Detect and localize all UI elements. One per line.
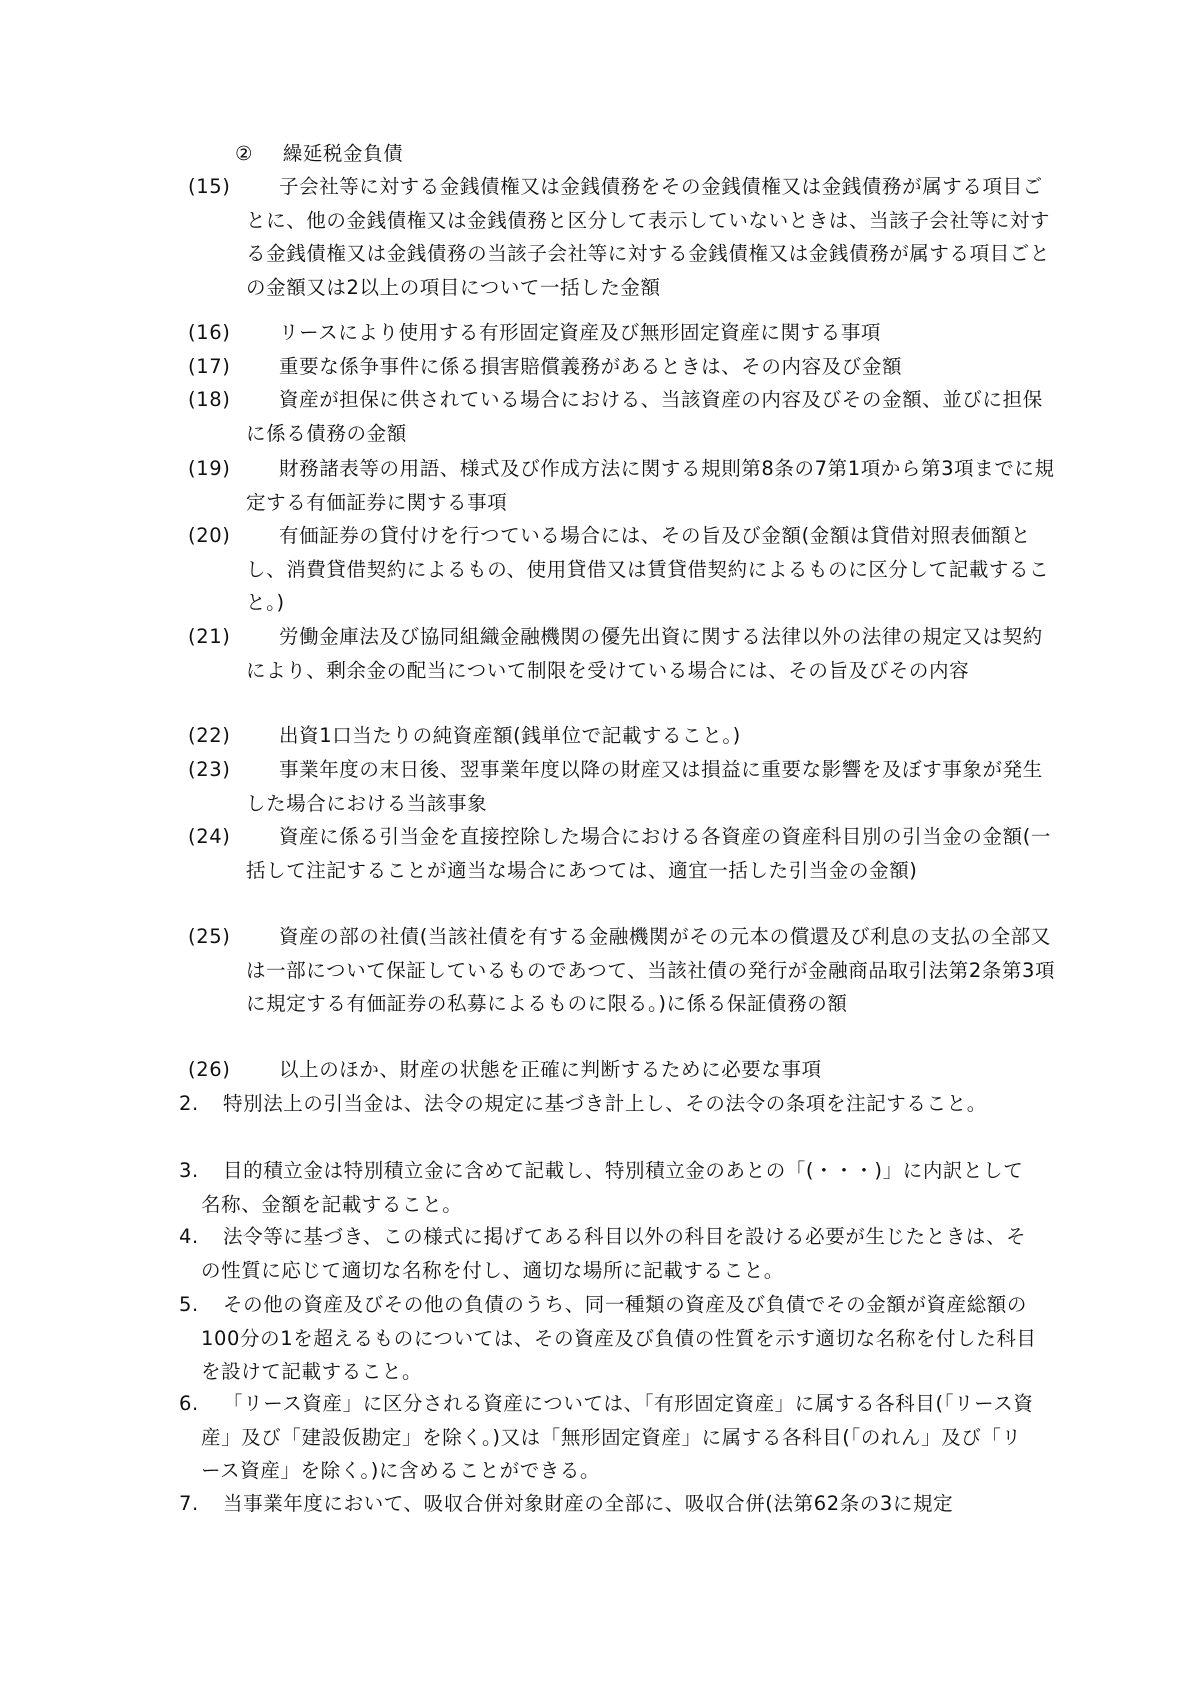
note-7 <box>179 1487 1037 1521</box>
item-text: 事業年度の末日後、翌事業年度以降の財産又は損益に重要な影響を及ぼす事象が発生した場合における当該事象 <box>246 758 1043 815</box>
item-text: 目的積立金は特別積立金に含めて記載し、特別積立金のあとの「(・・・)」に内訳として名称、金額を記載すること。 <box>201 1159 1024 1216</box>
item-number: (20) <box>188 524 231 547</box>
note-6 <box>179 1387 1037 1488</box>
item-number: (16) <box>188 321 231 344</box>
item-text: 法令等に基づき、この様式に掲げてある科目以外の科目を設ける必要が生じたときは、その性質に応じて適切な名称を付し、適切な場所に記載すること。 <box>201 1225 1027 1282</box>
item-text: 繰延税金負債 <box>282 142 404 165</box>
note-item-21 <box>188 620 1056 687</box>
note-item-26 <box>188 1053 1056 1087</box>
item-text: その他の資産及びその他の負債のうち、同一種類の資産及び負債でその金額が資産総額の100分の1を超えるものについては、その資産及び負債の性質を示す適切な名称を付した科目を設けて記載すること。 <box>201 1293 1037 1383</box>
item-number: ② <box>235 142 254 165</box>
note-item-25 <box>188 920 1056 1021</box>
note-item-20 <box>188 519 1056 620</box>
item-number: 5. <box>179 1293 199 1316</box>
item-text: 重要な係争事件に係る損害賠償義務があるときは、その内容及び金額 <box>279 355 903 378</box>
item-number: (25) <box>188 925 231 948</box>
item-number: (23) <box>188 758 231 781</box>
item-number: (17) <box>188 355 231 378</box>
item-number: 6. <box>179 1392 199 1415</box>
item-text: 子会社等に対する金銭債権又は金銭債務をその金銭債権又は金銭債務が属する項目ごとに、他の金銭債権又は金銭債務と区分して表示していないときは、当該子会社等に対する金銭債権又は金銭債務の当該子会社等に対する金銭債権又は金銭債務が属する項目ごとの金額又は2以上の項目について一括した金額 <box>246 175 1051 299</box>
item-text: 特別法上の引当金は、法令の規定に基づき計上し、その法令の条項を注記すること。 <box>223 1092 987 1115</box>
item-text: 財務諸表等の用語、様式及び作成方法に関する規則第8条の7第1項から第3項までに規定する有価証券に関する事項 <box>246 457 1055 514</box>
item-text: 資産の部の社債(当該社債を有する金融機関がその元本の償還及び利息の支払の全部又は一部について保証しているものであつて、当該社債の発行が金融商品取引法第2条第3項に規定する有価証券の私募によるものに限る。)に係る保証債務の額 <box>246 925 1056 1015</box>
item-number: 3. <box>179 1159 199 1182</box>
item-number: 4. <box>179 1225 199 1248</box>
item-text: 資産に係る引当金を直接控除した場合における各資産の資産科目別の引当金の金額(一括して注記することが適当な場合にあつては、適宜一括した引当金の金額) <box>246 825 1052 882</box>
item-number: (26) <box>188 1058 231 1081</box>
item-number: (18) <box>188 388 231 411</box>
item-number: 2. <box>179 1092 199 1115</box>
item-number: 7. <box>179 1492 199 1515</box>
sub-item-deferred-tax-liabilities <box>235 137 1035 171</box>
item-number: (19) <box>188 457 231 480</box>
note-2 <box>179 1087 1037 1121</box>
item-text: 当事業年度において、吸収合併対象財産の全部に、吸収合併(法第62条の3に規定 <box>223 1492 954 1515</box>
note-4 <box>179 1220 1037 1287</box>
item-number: (22) <box>188 724 231 747</box>
note-item-16 <box>188 316 1056 350</box>
note-3 <box>179 1154 1037 1221</box>
item-text: 労働金庫法及び協同組織金融機関の優先出資に関する法律以外の法律の規定又は契約により、剰余金の配当について制限を受けている場合には、その旨及びその内容 <box>246 625 1043 682</box>
item-number: (15) <box>188 175 231 198</box>
note-item-24 <box>188 820 1056 887</box>
note-item-23 <box>188 753 1056 820</box>
note-item-15 <box>188 170 1056 304</box>
note-item-19 <box>188 452 1056 519</box>
item-text: 出資1口当たりの純資産額(銭単位で記載すること。) <box>279 724 741 747</box>
note-item-18 <box>188 383 1056 450</box>
note-5 <box>179 1288 1037 1389</box>
item-text: リースにより使用する有形固定資産及び無形固定資産に関する事項 <box>279 321 882 344</box>
item-text: 以上のほか、財産の状態を正確に判断するために必要な事項 <box>279 1058 822 1081</box>
item-number: (21) <box>188 625 231 648</box>
note-item-22 <box>188 719 1056 753</box>
item-text: 「リース資産」に区分される資産については、「有形固定資産」に属する各科目(「リース資産」及び「建設仮勘定」を除く。)又は「無形固定資産」に属する各科目(「のれん」及び「リース資産」を除く。)に含めることができる。 <box>201 1392 1034 1482</box>
item-text: 有価証券の貸付けを行つている場合には、その旨及び金額(金額は貸借対照表価額とし、消費貸借契約によるもの、使用貸借又は賃貸借契約によるものに区分して記載すること。) <box>246 524 1050 614</box>
item-number: (24) <box>188 825 231 848</box>
item-text: 資産が担保に供されている場合における、当該資産の内容及びその金額、並びに担保に係る債務の金額 <box>246 388 1043 445</box>
note-item-17 <box>188 350 1056 384</box>
